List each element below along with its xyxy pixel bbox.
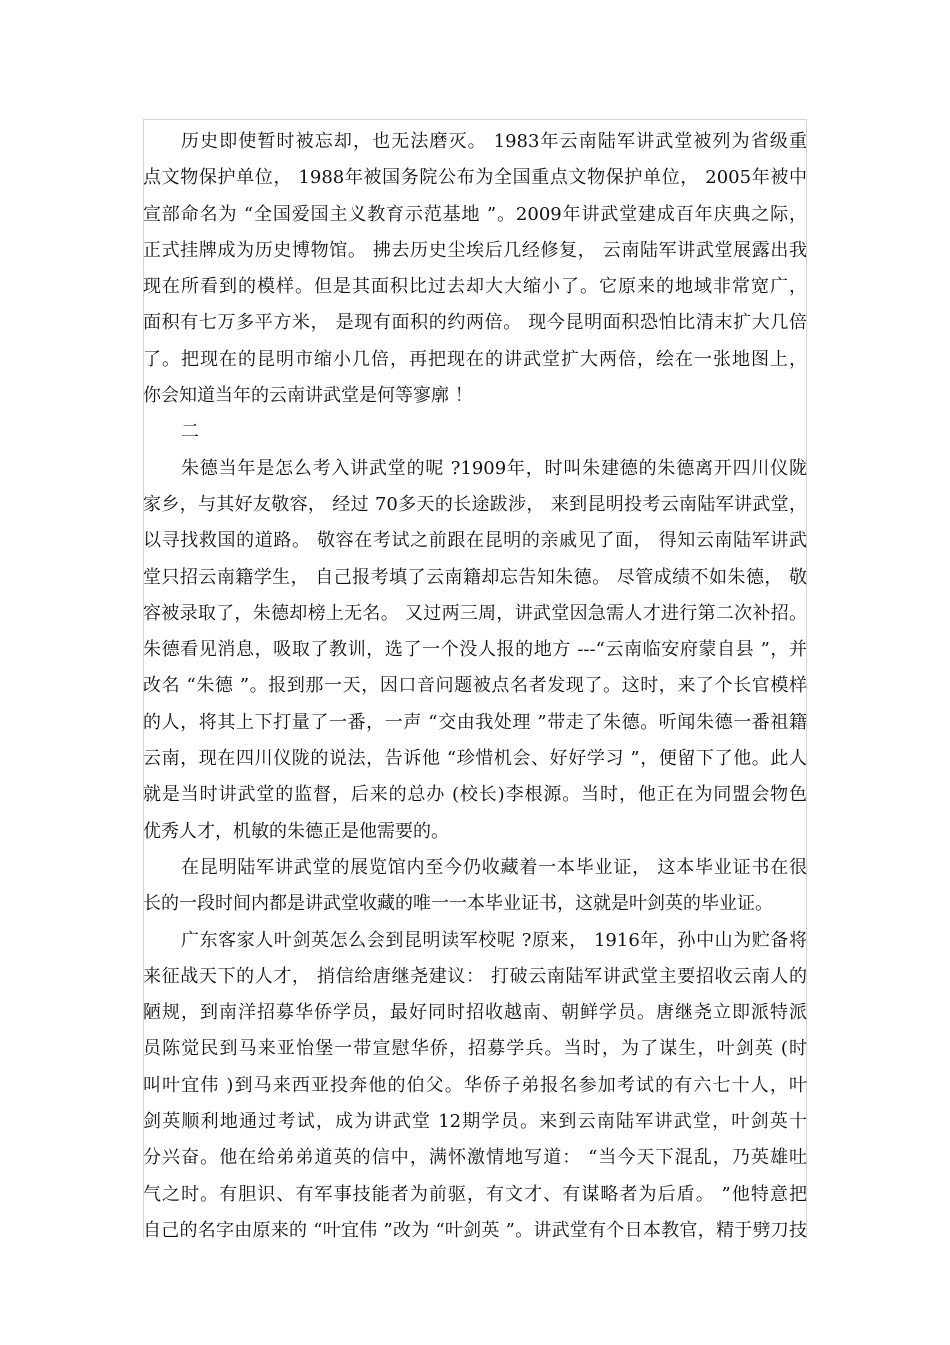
document-body xyxy=(143,124,807,1249)
text-line: 剑英顺利地通过考试，成为讲武堂 12期学员。来到云南陆军讲武堂，叶剑英十 xyxy=(143,1111,807,1133)
text-line: 广东客家人叶剑英怎么会到昆明读军校呢 ?原来， 1916年，孙中山为贮备将 xyxy=(181,929,807,951)
text-line: 堂只招云南籍学生， 自己报考填了云南籍却忘告知朱德。 尽管成绩不如朱德， 敬 xyxy=(143,566,807,588)
text-line: 改名 “朱德 ”。报到那一天，因口音问题被点名者发现了。这时，来了个长官模样 xyxy=(143,675,807,697)
text-line: 家乡，与其好友敬容， 经过 70多天的长途跋涉， 来到昆明投考云南陆军讲武堂， xyxy=(143,493,807,515)
text-line: 宣部命名为 “全国爱国主义教育示范基地 ”。2009年讲武堂建成百年庆典之际， xyxy=(143,203,807,225)
text-line: 叫叶宜伟 )到马来西亚投奔他的伯父。华侨子弟报名参加考试的有六七十人，叶 xyxy=(143,1074,807,1096)
text-line: 云南，现在四川仪陇的说法，告诉他 “珍惜机会、好好学习 ”，便留下了他。此人 xyxy=(143,748,807,770)
text-line: 朱德看见消息，吸取了教训，选了一个没人报的地方 ---“云南临安府蒙自县 ”，并 xyxy=(143,639,807,661)
text-line: 陋规，到南洋招募华侨学员，最好同时招收越南、朝鲜学员。唐继尧立即派特派 xyxy=(143,1002,807,1024)
text-line: 现在所看到的模样。但是其面积比过去却大大缩小了。它原来的地域非常宽广， xyxy=(143,276,807,298)
text-line: 二 xyxy=(181,421,199,443)
text-line: 的人，将其上下打量了一番，一声 “交由我处理 ”带走了朱德。听闻朱德一番祖籍 xyxy=(143,711,807,733)
text-line: 正式挂牌成为历史博物馆。 拂去历史尘埃后几经修复， 云南陆军讲武堂展露出我 xyxy=(143,239,807,261)
text-line: 以寻找救国的道路。 敬容在考试之前跟在昆明的亲戚见了面， 得知云南陆军讲武 xyxy=(143,530,807,552)
text-line: 容被录取了，朱德却榜上无名。 又过两三周，讲武堂因急需人才进行第二次补招。 xyxy=(143,602,807,624)
text-line: 在昆明陆军讲武堂的展览馆内至今仍收藏着一本毕业证， 这本毕业证书在很 xyxy=(181,856,807,878)
text-line: 优秀人才，机敏的朱德正是他需要的。 xyxy=(143,820,449,842)
text-line: 来征战天下的人才， 捎信给唐继尧建议： 打破云南陆军讲武堂主要招收云南人的 xyxy=(143,965,807,987)
text-line: 长的一段时间内都是讲武堂收藏的唯一一本毕业证书，这就是叶剑英的毕业证。 xyxy=(143,893,773,915)
text-line: 点文物保护单位， 1988年被国务院公布为全国重点文物保护单位， 2005年被中 xyxy=(143,167,807,189)
text-line: 就是当时讲武堂的监督，后来的总办 (校长)李根源。当时，他正在为同盟会物色 xyxy=(143,784,807,806)
text-line: 分兴奋。他在给弟弟道英的信中，满怀激情地写道： “当今天下混乱，乃英雄吐 xyxy=(143,1147,807,1169)
text-line: 你会知道当年的云南讲武堂是何等寥廓 ！ xyxy=(143,385,473,407)
text-line: 历史即使暂时被忘却，也无法磨灭。 1983年云南陆军讲武堂被列为省级重 xyxy=(181,131,807,152)
text-line: 气之时。有胆识、有军事技能者为前驱，有文才、有谋略者为后盾。 ”他特意把 xyxy=(143,1183,807,1205)
text-line: 面积有七万多平方米， 是现有面积的约两倍。 现今昆明面积恐怕比清末扩大几倍 xyxy=(143,312,807,334)
text-line: 员陈觉民到马来亚怡堡一带宣慰华侨，招募学兵。当时，为了谋生，叶剑英 (时 xyxy=(143,1038,807,1060)
text-line: 自己的名字由原来的 “叶宜伟 ”改为 “叶剑英 ”。讲武堂有个日本教官，精于劈刀技 xyxy=(143,1219,807,1241)
text-line: 朱德当年是怎么考入讲武堂的呢 ?1909年，时叫朱建德的朱德离开四川仪陇 xyxy=(181,457,807,479)
text-line: 了。把现在的昆明市缩小几倍，再把现在的讲武堂扩大两倍，绘在一张地图上， xyxy=(143,348,807,370)
